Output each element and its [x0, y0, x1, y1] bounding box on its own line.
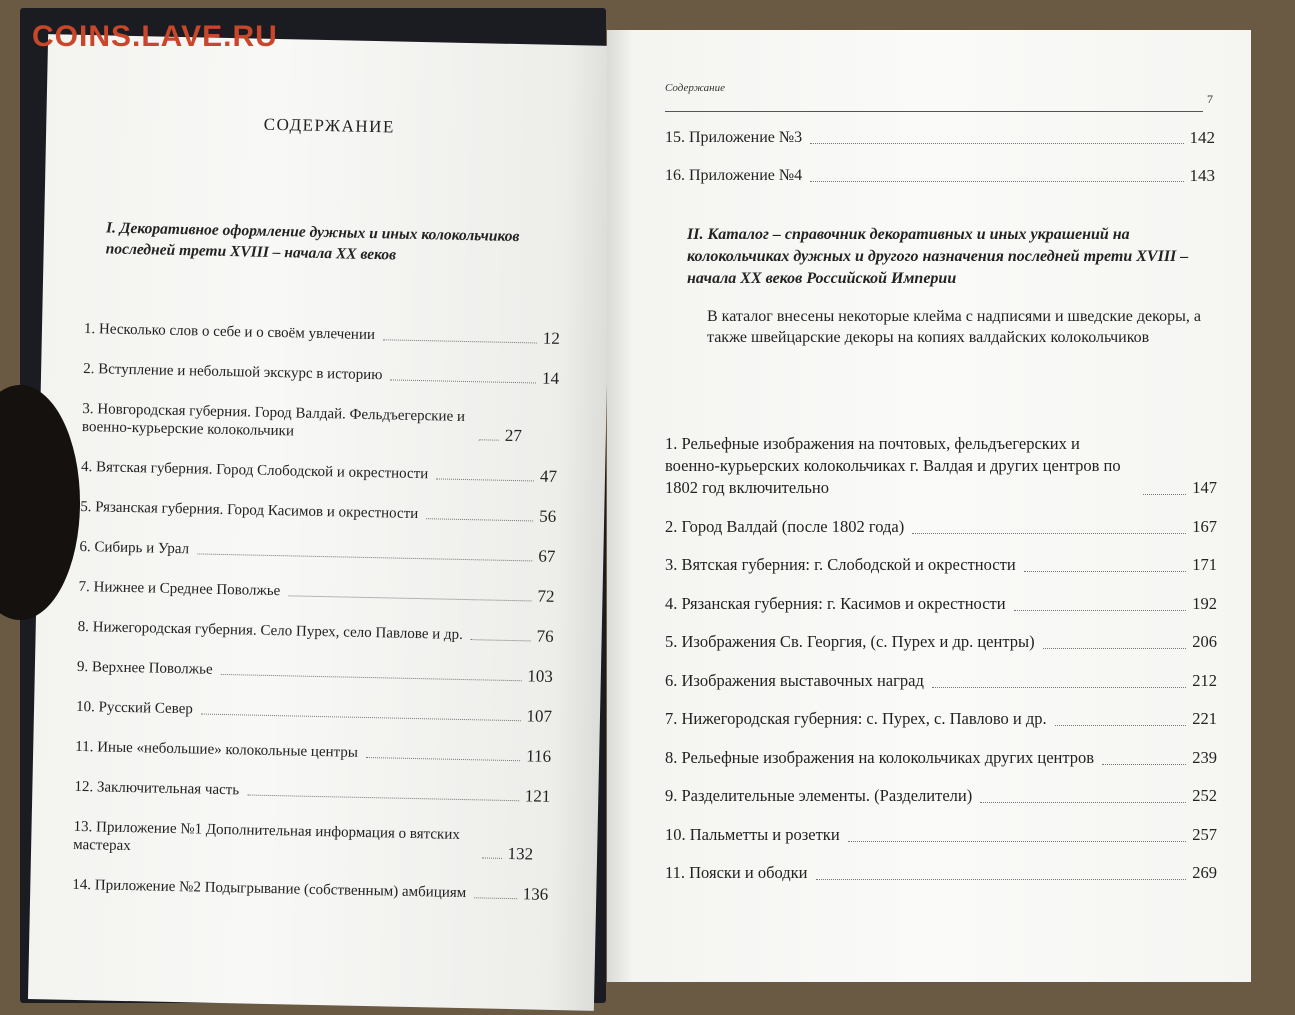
toc-entry-label: 2. Город Валдай (после 1802 года) — [665, 516, 905, 536]
dot-leader — [810, 143, 1183, 144]
dot-leader — [810, 181, 1183, 182]
toc-entry-page: 132 — [507, 843, 534, 864]
dot-leader — [390, 379, 536, 383]
page-number: 7 — [1207, 92, 1213, 106]
toc-entry — [74, 778, 550, 806]
dot-leader — [426, 518, 533, 521]
dot-leader — [1043, 648, 1187, 649]
site-watermark: COINS.LAVE.RU — [32, 20, 278, 53]
toc-entry — [76, 698, 552, 726]
toc-entry-page: 147 — [1192, 478, 1217, 497]
toc-entry-page: 107 — [526, 706, 553, 726]
toc-entry — [665, 516, 1217, 538]
dot-leader — [1143, 494, 1186, 495]
toc-entry-label: 6. Изображения выставочных наград — [665, 670, 924, 690]
dot-leader — [474, 897, 517, 899]
toc-entry — [75, 738, 551, 766]
section-2-title: II. Каталог – справочник декоративных и иных украшений на колокольчиках дужных и другого назначения последней трети XVIII – начала XX веков Российской Империи — [687, 226, 1189, 287]
dot-leader — [980, 802, 1186, 803]
dot-leader — [247, 795, 519, 802]
toc-entry-label: 4. Вятская губерния. Город Слободской и окрестности — [80, 458, 429, 483]
toc-entry — [78, 618, 554, 646]
toc-entry — [82, 400, 523, 445]
toc-entry — [81, 458, 557, 486]
left-page — [28, 34, 614, 1011]
toc-entry-page: 72 — [537, 586, 555, 606]
toc-entry-label: 9. Разделительные элементы. (Разделители) — [665, 786, 973, 805]
toc-list-right — [665, 433, 1217, 901]
toc-entry-page: 67 — [538, 546, 556, 566]
dot-leader — [471, 639, 531, 641]
toc-entry — [77, 658, 553, 686]
toc-entry-label: 9. Верхнее Поволжье — [76, 658, 213, 678]
toc-entry — [665, 747, 1217, 769]
toc-entry-label: 16. Приложение №4 — [665, 167, 803, 184]
toc-entry-page: 121 — [524, 786, 551, 806]
dot-leader — [932, 687, 1186, 688]
toc-entry-page: 167 — [1192, 516, 1217, 536]
toc-entry — [665, 708, 1217, 730]
dot-leader — [1102, 764, 1186, 765]
dot-leader — [201, 714, 521, 722]
dot-leader — [436, 478, 534, 481]
toc-entry-page: 56 — [538, 506, 557, 526]
toc-entry-page: 12 — [542, 328, 561, 348]
toc-entry-label: 10. Русский Север — [75, 698, 193, 718]
toc-entry-page: 47 — [539, 466, 558, 486]
dot-leader — [1014, 610, 1187, 611]
running-head: Содержание — [665, 82, 726, 94]
toc-entry-label: 12. Заключительная часть — [74, 778, 240, 799]
toc-entry-label: 10. Пальметты и розетки — [665, 824, 840, 844]
dot-leader — [383, 339, 537, 343]
toc-entry-label: 3. Новгородская губерния. Город Валдай. Фельдъегерские и военно-курьерские колокольчики — [81, 400, 466, 440]
dot-leader — [479, 439, 499, 440]
dot-leader — [1055, 725, 1187, 726]
toc-entry-page: 14 — [541, 368, 560, 388]
toc-entry-page: 143 — [1189, 166, 1215, 185]
toc-entry-page: 116 — [526, 746, 552, 766]
toc-entry-page: 269 — [1192, 863, 1217, 882]
toc-entry-page: 27 — [504, 425, 523, 446]
toc-entry-label: 8. Рельефные изображения на колокольчиках других центров — [665, 747, 1095, 767]
toc-entry — [83, 360, 559, 388]
toc-entry-label: 1. Рельефные изображения на почтовых, фельдъегерских и военно-курьерских колокольчиках г. Валдая и других центров по 1802 год включительно — [665, 434, 1121, 497]
dot-leader — [366, 757, 520, 761]
dot-leader — [288, 595, 531, 601]
section-2-note: В каталог внесены некоторые клейма с надписями и шведские декоры, а также швейцарские декоры на копиях валдайских колокольчиков — [707, 308, 1201, 346]
toc-entry — [665, 670, 1217, 692]
toc-entry-label: 11. Иные «небольшие» колокольные центры — [75, 738, 359, 761]
dot-leader — [481, 857, 501, 858]
toc-entry-page: 192 — [1192, 593, 1217, 613]
toc-entry-page: 171 — [1192, 555, 1217, 574]
toc-entry — [665, 593, 1217, 615]
toc-entry-label: 1. Несколько слов о себе и о своём увлечении — [83, 320, 376, 344]
toc-entry — [84, 320, 560, 348]
toc-entry — [665, 824, 1217, 846]
toc-entry-label: 7. Нижнее и Среднее Поволжье — [78, 578, 281, 600]
dot-leader — [221, 674, 522, 681]
dot-leader — [1024, 571, 1187, 572]
section-1-title: I. Декоративное оформление дужных и иных колокольчиков последней трети XVIII – начала XX веков — [105, 219, 520, 264]
toc-entry-page: 136 — [522, 884, 549, 904]
toc-entry-label: 8. Нижегородская губерния. Село Пурех, село Павлове и др. — [77, 618, 464, 643]
toc-entry-label: 2. Вступление и небольшой экскурс в историю — [82, 360, 383, 384]
toc-entry-page: 239 — [1192, 747, 1217, 767]
toc-entry-label: 5. Рязанская губерния. Город Касимов и окрестности — [80, 498, 419, 523]
dot-leader — [197, 553, 532, 561]
toc-entry-page: 221 — [1192, 709, 1217, 728]
toc-entry-label: 11. Пояски и ободки — [665, 863, 808, 882]
dot-leader — [912, 533, 1186, 534]
toc-entry — [73, 818, 534, 864]
toc-entry-page: 103 — [527, 666, 554, 686]
toc-list-left — [72, 320, 560, 926]
toc-entry — [665, 128, 1215, 148]
toc-entry-label: 13. Приложение №1 Дополнительная информация о вятских мастерах — [73, 818, 460, 855]
toc-heading: СОДЕРЖАНИЕ — [263, 114, 396, 137]
toc-entry — [665, 862, 1217, 884]
toc-entry — [665, 785, 1217, 807]
toc-entry-label: 6. Сибирь и Урал — [79, 538, 190, 558]
toc-list-right-top — [665, 110, 1215, 186]
dot-leader — [848, 841, 1187, 842]
right-page — [607, 30, 1251, 982]
toc-entry — [72, 876, 548, 904]
toc-entry — [78, 578, 554, 606]
toc-entry-page: 252 — [1192, 786, 1217, 805]
toc-entry-label: 14. Приложение №2 Подыгрывание (собственным) амбициям — [72, 876, 467, 902]
toc-entry-page: 142 — [1189, 128, 1215, 147]
toc-entry-label: 7. Нижегородская губерния: с. Пурех, с. Павлово и др. — [665, 709, 1047, 728]
toc-entry-label: 3. Вятская губерния: г. Слободской и окрестности — [665, 555, 1016, 574]
toc-entry — [665, 433, 1217, 499]
toc-entry — [665, 554, 1217, 576]
dot-leader — [816, 879, 1187, 880]
toc-entry — [80, 498, 556, 526]
toc-entry-page: 76 — [536, 626, 554, 646]
toc-entry-label: 4. Рязанская губерния: г. Касимов и окрестности — [665, 593, 1006, 613]
toc-entry-label: 15. Приложение №3 — [665, 129, 803, 146]
toc-entry — [665, 166, 1215, 186]
toc-entry-label: 5. Изображения Св. Георгия, (с. Пурех и др. центры) — [665, 632, 1035, 651]
toc-entry — [665, 631, 1217, 653]
toc-entry-page: 206 — [1192, 632, 1217, 651]
toc-entry-page: 257 — [1192, 824, 1217, 844]
toc-entry-page: 212 — [1192, 670, 1217, 690]
toc-entry — [79, 538, 555, 566]
